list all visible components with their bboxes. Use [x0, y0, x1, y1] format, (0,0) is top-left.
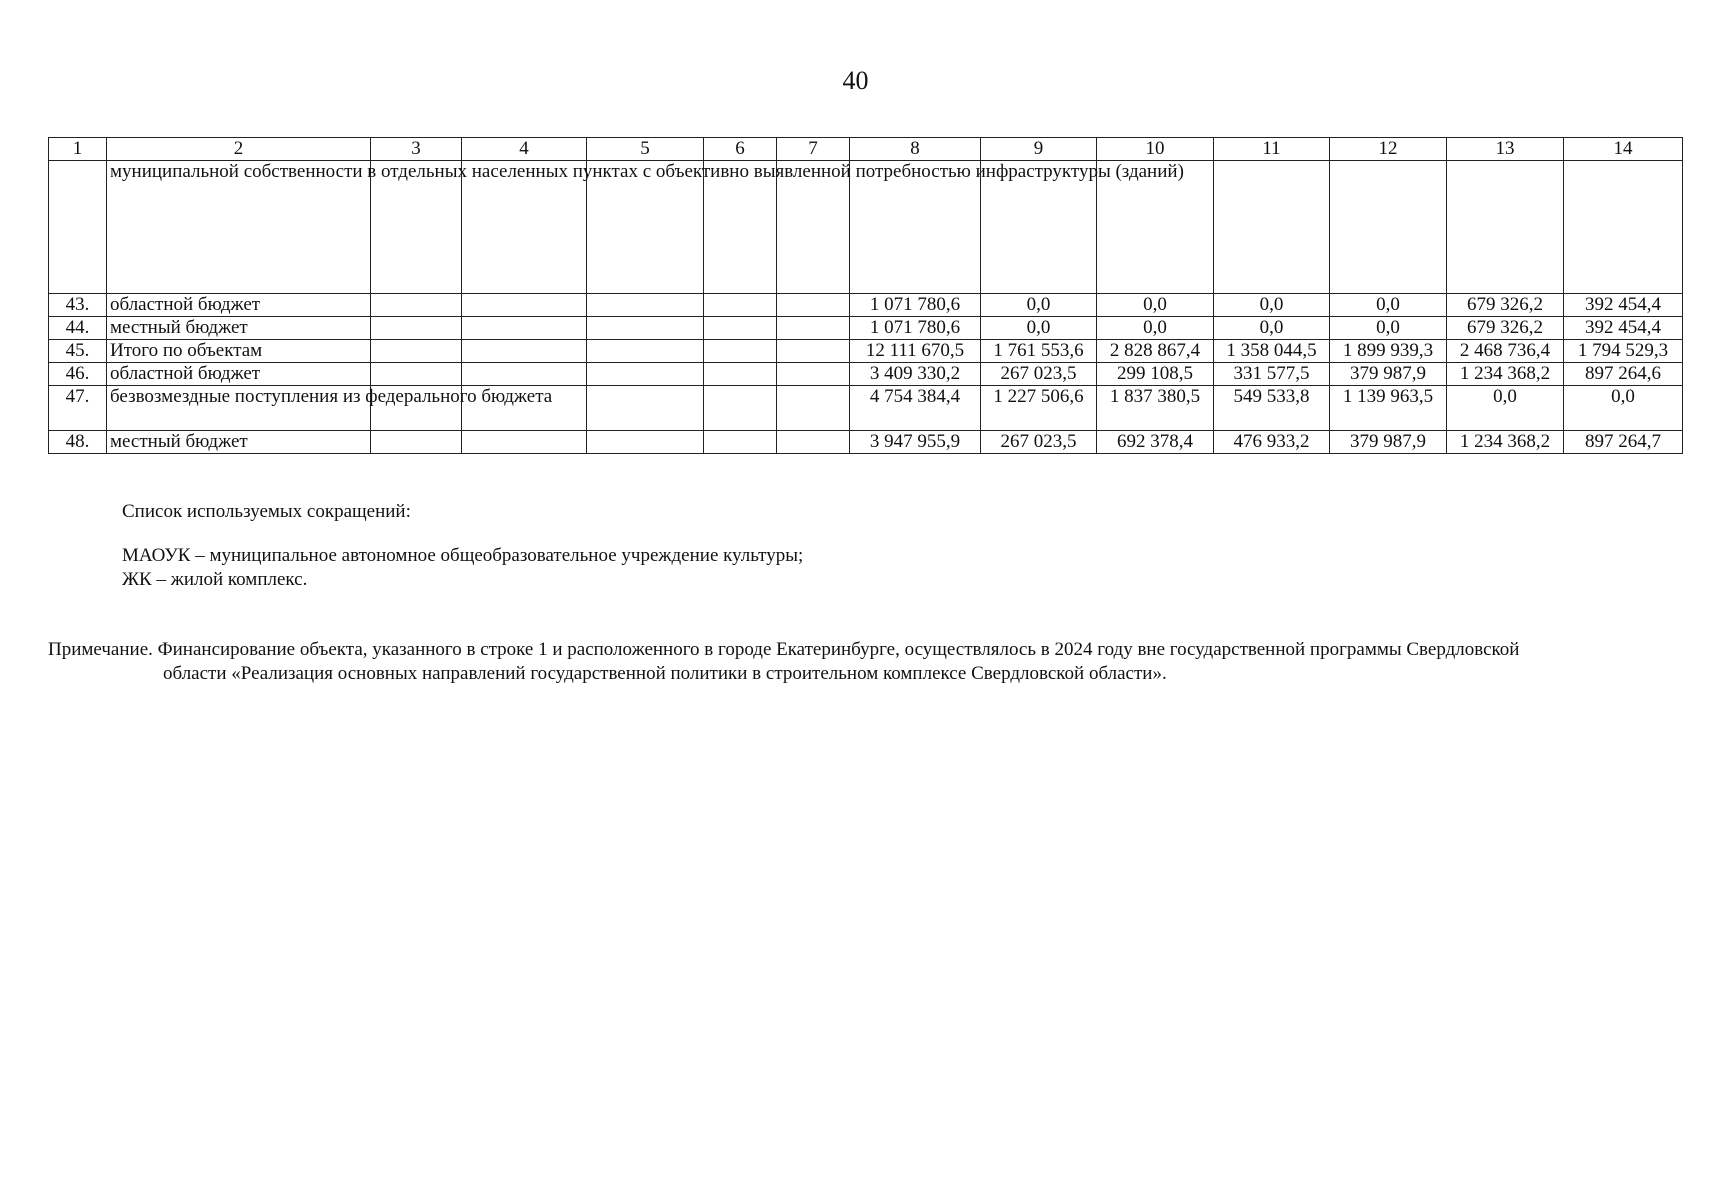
row-name-cell: местный бюджет — [107, 431, 371, 454]
row-name-cell: безвозмездные поступления из федерального бюджета — [107, 386, 371, 431]
empty-cell — [462, 363, 587, 386]
table-row — [49, 340, 1683, 363]
value-cell: 1 071 780,6 — [850, 317, 981, 340]
empty-cell — [587, 340, 704, 363]
empty-cell — [587, 317, 704, 340]
column-header: 13 — [1447, 138, 1564, 161]
value-cell: 0,0 — [1447, 386, 1564, 431]
table-row — [49, 431, 1683, 454]
empty-cell — [587, 431, 704, 454]
value-cell: 476 933,2 — [1214, 431, 1330, 454]
value-cell: 0,0 — [1097, 294, 1214, 317]
value-cell: 1 899 939,3 — [1330, 340, 1447, 363]
row-number-cell: 46. — [49, 363, 107, 386]
empty-cell — [704, 340, 777, 363]
empty-cell — [587, 294, 704, 317]
empty-cell — [704, 294, 777, 317]
table-row — [49, 317, 1683, 340]
column-header: 7 — [777, 138, 850, 161]
value-cell: 3 947 955,9 — [850, 431, 981, 454]
empty-cell — [462, 340, 587, 363]
note-line: области «Реализация основных направлений государственной политики в строительном комплексе Свердловской области». — [163, 663, 1167, 684]
row-number-cell: 43. — [49, 294, 107, 317]
value-cell: 1 227 506,6 — [981, 386, 1097, 431]
value-cell: 267 023,5 — [981, 363, 1097, 386]
row-number-cell: 47. — [49, 386, 107, 431]
value-cell: 12 111 670,5 — [850, 340, 981, 363]
row-name-cell: Итого по объектам — [107, 340, 371, 363]
value-cell: 1 358 044,5 — [1214, 340, 1330, 363]
budget-table — [48, 137, 1683, 454]
value-cell: 0,0 — [1330, 317, 1447, 340]
table-row — [49, 294, 1683, 317]
column-header: 2 — [107, 138, 371, 161]
column-header: 9 — [981, 138, 1097, 161]
value-cell: 331 577,5 — [1214, 363, 1330, 386]
value-cell: 0,0 — [1214, 294, 1330, 317]
empty-cell — [371, 317, 462, 340]
empty-cell — [587, 363, 704, 386]
empty-cell — [371, 363, 462, 386]
empty-cell — [371, 340, 462, 363]
column-header: 4 — [462, 138, 587, 161]
column-number-row — [49, 138, 1683, 161]
row-name-cell: местный бюджет — [107, 317, 371, 340]
value-cell: 692 378,4 — [1097, 431, 1214, 454]
row-number-cell: 48. — [49, 431, 107, 454]
value-cell: 0,0 — [1330, 294, 1447, 317]
column-header: 1 — [49, 138, 107, 161]
value-cell: 379 987,9 — [1330, 363, 1447, 386]
value-cell: 379 987,9 — [1330, 431, 1447, 454]
abbreviation-item: ЖК – жилой комплекс. — [122, 569, 308, 590]
value-cell: 392 454,4 — [1564, 294, 1683, 317]
row-name-cell: областной бюджет — [107, 363, 371, 386]
value-cell: 1 234 368,2 — [1447, 431, 1564, 454]
column-header: 3 — [371, 138, 462, 161]
abbreviation-item: МАОУК – муниципальное автономное общеобразовательное учреждение культуры; — [122, 545, 804, 566]
value-cell: 2 468 736,4 — [1447, 340, 1564, 363]
abbreviations-block — [122, 500, 803, 592]
row-name-cell: областной бюджет — [107, 294, 371, 317]
value-cell: 1 761 553,6 — [981, 340, 1097, 363]
empty-cell — [587, 386, 704, 431]
value-cell: 267 023,5 — [981, 431, 1097, 454]
value-cell: 897 264,7 — [1564, 431, 1683, 454]
empty-cell — [777, 363, 850, 386]
column-header: 14 — [1564, 138, 1683, 161]
table-row — [49, 363, 1683, 386]
value-cell: 392 454,4 — [1564, 317, 1683, 340]
value-cell: 4 754 384,4 — [850, 386, 981, 431]
column-header: 11 — [1214, 138, 1330, 161]
value-cell: 549 533,8 — [1214, 386, 1330, 431]
abbreviations-title: Список используемых сокращений: — [122, 501, 411, 522]
empty-cell — [777, 431, 850, 454]
value-cell: 0,0 — [981, 294, 1097, 317]
column-header: 6 — [704, 138, 777, 161]
empty-cell — [704, 317, 777, 340]
empty-cell — [777, 340, 850, 363]
value-cell: 1 139 963,5 — [1330, 386, 1447, 431]
value-cell: 897 264,6 — [1564, 363, 1683, 386]
value-cell: 679 326,2 — [1447, 317, 1564, 340]
column-header: 10 — [1097, 138, 1214, 161]
page-number: 40 — [842, 66, 869, 95]
value-cell: 0,0 — [1214, 317, 1330, 340]
value-cell: 679 326,2 — [1447, 294, 1564, 317]
value-cell: 1 794 529,3 — [1564, 340, 1683, 363]
value-cell: 0,0 — [1564, 386, 1683, 431]
empty-cell — [704, 363, 777, 386]
table-row — [49, 386, 1683, 431]
value-cell: 2 828 867,4 — [1097, 340, 1214, 363]
empty-cell — [777, 294, 850, 317]
note-line: Примечание. Финансирование объекта, указанного в строке 1 и расположенного в городе Екатеринбурге, осуществлялось в 2024 году вне государственной программы Свердловской — [48, 639, 1520, 660]
empty-cell — [371, 431, 462, 454]
value-cell: 3 409 330,2 — [850, 363, 981, 386]
empty-cell — [704, 386, 777, 431]
empty-cell — [462, 317, 587, 340]
value-cell: 0,0 — [981, 317, 1097, 340]
value-cell: 1 071 780,6 — [850, 294, 981, 317]
value-cell: 0,0 — [1097, 317, 1214, 340]
empty-cell — [777, 386, 850, 431]
empty-cell — [704, 431, 777, 454]
empty-cell — [462, 431, 587, 454]
empty-cell — [462, 294, 587, 317]
column-header: 12 — [1330, 138, 1447, 161]
empty-cell — [371, 294, 462, 317]
column-header: 8 — [850, 138, 981, 161]
empty-cell — [777, 317, 850, 340]
row-name-cell: муниципальной собственности в отдельных населенных пунктах с объективно выявленной потребностью инфраструктуры (зданий) — [107, 161, 371, 294]
row-number-cell: 45. — [49, 340, 107, 363]
table-row-description — [49, 161, 1683, 294]
column-header: 5 — [587, 138, 704, 161]
note-block — [48, 638, 1668, 686]
row-number-cell: 44. — [49, 317, 107, 340]
value-cell: 1 837 380,5 — [1097, 386, 1214, 431]
row-number-cell — [49, 161, 107, 294]
value-cell: 1 234 368,2 — [1447, 363, 1564, 386]
value-cell: 299 108,5 — [1097, 363, 1214, 386]
